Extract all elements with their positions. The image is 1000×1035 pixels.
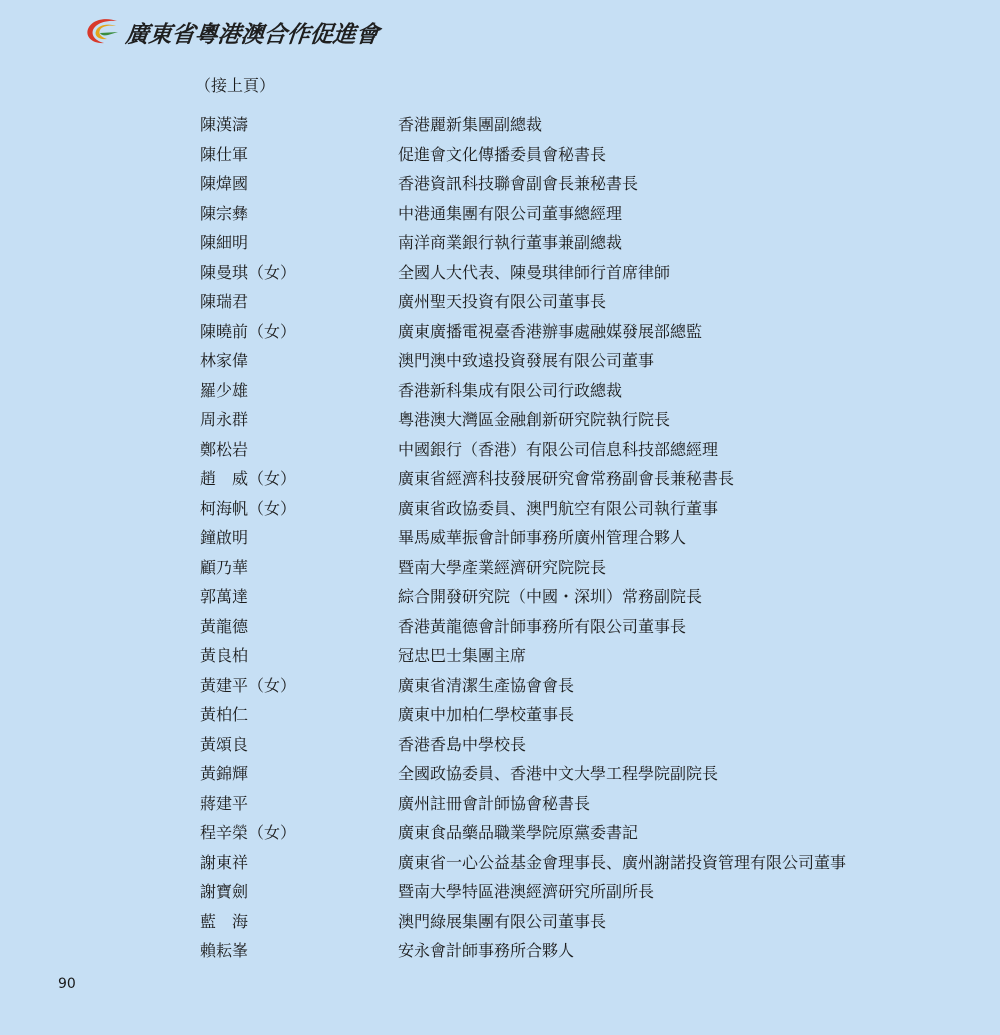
- member-row: [200, 345, 920, 375]
- member-title: 廣州聖天投資有限公司董事長: [398, 292, 607, 312]
- member-title: 中港通集團有限公司董事總經理: [398, 203, 623, 223]
- member-row: [200, 906, 920, 936]
- member-name: 林家偉: [200, 351, 249, 371]
- member-row: [200, 935, 920, 965]
- member-row: [200, 847, 920, 877]
- member-name: 鄭松岩: [200, 439, 249, 459]
- member-title: 廣東食品藥品職業學院原黨委書記: [398, 823, 639, 843]
- member-title: 全國政協委員、香港中文大學工程學院副院長: [398, 764, 719, 784]
- member-row: [200, 522, 920, 552]
- member-name: 程辛榮（女）: [200, 823, 297, 843]
- member-row: [200, 109, 920, 139]
- member-row: [200, 463, 920, 493]
- member-row: [200, 434, 920, 464]
- member-name: 蔣建平: [200, 793, 249, 813]
- member-row: [200, 581, 920, 611]
- member-row: [200, 611, 920, 641]
- member-name: 陳曼琪（女）: [200, 262, 297, 282]
- member-title: 澳門綠展集團有限公司董事長: [398, 911, 607, 931]
- member-title: 香港資訊科技聯會副會長兼秘書長: [398, 174, 639, 194]
- member-title: 廣東中加柏仁學校董事長: [398, 705, 575, 725]
- member-name: 黃頌良: [200, 734, 249, 754]
- member-title: 香港香島中學校長: [398, 734, 527, 754]
- member-title: 促進會文化傳播委員會秘書長: [398, 144, 607, 164]
- member-row: [200, 699, 920, 729]
- member-name: 謝寶劍: [200, 882, 249, 902]
- member-row: [200, 876, 920, 906]
- member-name: 黃柏仁: [200, 705, 249, 725]
- member-name: 陳宗彝: [200, 203, 249, 223]
- member-name: 柯海帆（女）: [200, 498, 297, 518]
- member-row: [200, 670, 920, 700]
- member-row: [200, 168, 920, 198]
- member-row: [200, 729, 920, 759]
- member-title: 全國人大代表、陳曼琪律師行首席律師: [398, 262, 671, 282]
- member-name: 藍 海: [200, 911, 249, 931]
- member-row: [200, 817, 920, 847]
- member-title: 廣東省經濟科技發展研究會常務副會長兼秘書長: [398, 469, 735, 489]
- member-row: [200, 493, 920, 523]
- member-name: 陳曉前（女）: [200, 321, 297, 341]
- member-title: 冠忠巴士集團主席: [398, 646, 527, 666]
- member-title: 南洋商業銀行執行董事兼副總裁: [398, 233, 623, 253]
- member-name: 陳漢濤: [200, 115, 249, 135]
- member-title: 暨南大學產業經濟研究院院長: [398, 557, 607, 577]
- organization-name: 廣東省粵港澳合作促進會: [124, 20, 381, 48]
- member-title: 廣東省政協委員、澳門航空有限公司執行董事: [398, 498, 719, 518]
- member-name: 陳細明: [200, 233, 249, 253]
- member-name: 陳仕軍: [200, 144, 249, 164]
- member-name: 陳煒國: [200, 174, 249, 194]
- member-title: 香港新科集成有限公司行政總裁: [398, 380, 623, 400]
- member-name: 周永群: [200, 410, 249, 430]
- member-name: 趙 威（女）: [200, 469, 297, 489]
- member-row: [200, 640, 920, 670]
- member-row: [200, 227, 920, 257]
- member-row: [200, 758, 920, 788]
- page-number: 90: [58, 976, 76, 992]
- member-name: 賴耘峯: [200, 941, 249, 961]
- member-name: 鐘啟明: [200, 528, 249, 548]
- member-name: 黃建平（女）: [200, 675, 297, 695]
- member-title: 廣東廣播電視臺香港辦事處融媒發展部總監: [398, 321, 703, 341]
- member-name: 郭萬達: [200, 587, 249, 607]
- member-title: 中國銀行（香港）有限公司信息科技部總經理: [398, 439, 719, 459]
- member-row: [200, 316, 920, 346]
- member-row: [200, 404, 920, 434]
- member-title: 綜合開發研究院（中國・深圳）常務副院長: [398, 587, 703, 607]
- page-header: [84, 14, 379, 50]
- member-title: 廣州註冊會計師協會秘書長: [398, 793, 591, 813]
- member-name: 黃良柏: [200, 646, 249, 666]
- member-title: 安永會計師事務所合夥人: [398, 941, 575, 961]
- member-row: [200, 198, 920, 228]
- member-row: [200, 552, 920, 582]
- member-row: [200, 139, 920, 169]
- member-title: 香港黃龍德會計師事務所有限公司董事長: [398, 616, 687, 636]
- swoosh-logo-icon: [84, 16, 120, 48]
- member-row: [200, 257, 920, 287]
- member-name: 顧乃華: [200, 557, 249, 577]
- member-title: 畢馬威華振會計師事務所廣州管理合夥人: [398, 528, 687, 548]
- continued-label: （接上頁）: [195, 76, 276, 95]
- member-row: [200, 286, 920, 316]
- member-name: 黃龍德: [200, 616, 249, 636]
- member-title: 廣東省一心公益基金會理事長、廣州謝諾投資管理有限公司董事: [398, 852, 847, 872]
- member-list: [200, 109, 920, 965]
- member-name: 陳瑞君: [200, 292, 249, 312]
- member-title: 暨南大學特區港澳經濟研究所副所長: [398, 882, 655, 902]
- member-title: 粵港澳大灣區金融創新研究院執行院長: [398, 410, 671, 430]
- member-name: 謝東祥: [200, 852, 249, 872]
- member-title: 廣東省清潔生產協會會長: [398, 675, 575, 695]
- member-name: 羅少雄: [200, 380, 249, 400]
- member-name: 黃錦輝: [200, 764, 249, 784]
- member-title: 香港麗新集團副總裁: [398, 115, 543, 135]
- member-row: [200, 788, 920, 818]
- member-row: [200, 375, 920, 405]
- member-title: 澳門澳中致遠投資發展有限公司董事: [398, 351, 655, 371]
